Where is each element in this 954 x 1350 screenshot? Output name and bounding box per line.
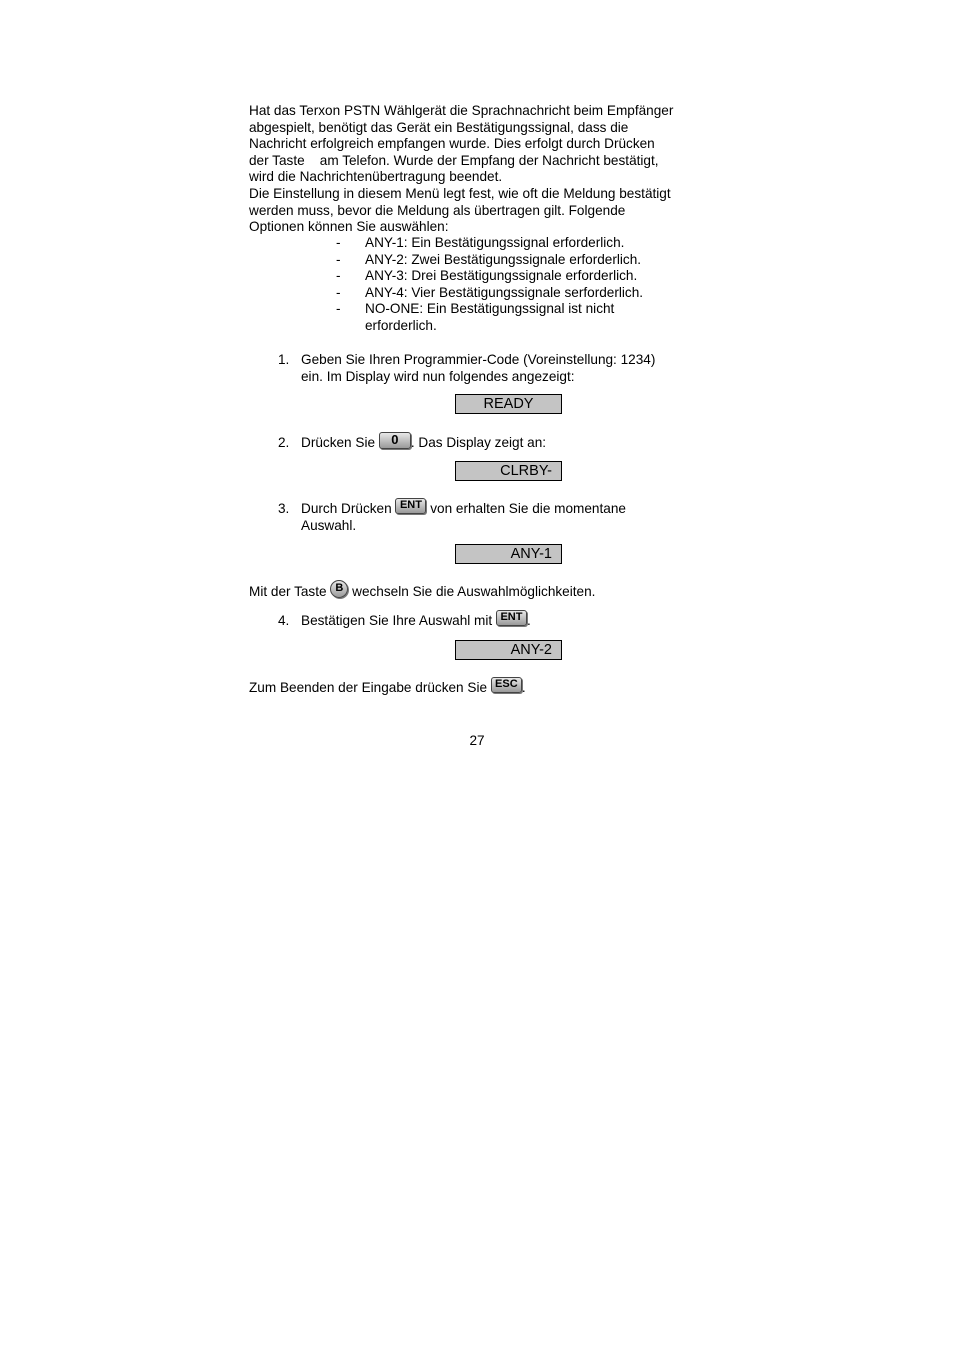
step-body bbox=[301, 352, 655, 385]
intro-line: der Taste am Telefon. Wurde der Empfang der Nachricht bestätigt, bbox=[249, 152, 659, 168]
option-text: ANY-2: Zwei Bestätigungssignale erforderlich. bbox=[365, 251, 642, 267]
page-number: 27 bbox=[469, 733, 485, 748]
step-number: 2. bbox=[278, 435, 290, 450]
intro-line: Optionen können Sie auswählen: bbox=[249, 219, 449, 235]
step-number: 1. bbox=[278, 352, 290, 367]
intro-line: Hat das Terxon PSTN Wählgerät die Sprachnachricht beim Empfänger bbox=[249, 103, 674, 118]
esc-key-icon: ESC bbox=[491, 677, 522, 693]
step-number: 3. bbox=[278, 501, 290, 516]
step-text: Bestätigen Sie Ihre Auswahl mit bbox=[301, 613, 496, 628]
option-text: ANY-3: Drei Bestätigungssignale erforderlich. bbox=[365, 268, 638, 284]
para-text: wechseln Sie die Auswahlmöglichkeiten. bbox=[348, 584, 596, 599]
step-text: Auswahl. bbox=[301, 517, 357, 533]
b-key-icon: B bbox=[330, 580, 348, 598]
ent-key-icon: ENT bbox=[496, 610, 527, 626]
step-text: Durch Drücken bbox=[301, 501, 396, 516]
step-body bbox=[301, 501, 626, 534]
para-text: Mit der Taste bbox=[249, 584, 331, 599]
step-text: Drücken Sie bbox=[301, 435, 379, 450]
bullet-dash: - bbox=[336, 284, 341, 300]
step-text: ein. Im Display wird nun folgendes angezeigt: bbox=[301, 368, 575, 384]
step-text: Geben Sie Ihren Programmier-Code (Voreinstellung: 1234) bbox=[301, 352, 656, 367]
para-text: Zum Beenden der Eingabe drücken Sie bbox=[249, 680, 491, 695]
para-text: . bbox=[521, 680, 526, 695]
intro-paragraph bbox=[249, 103, 673, 236]
bullet-dash: - bbox=[336, 268, 341, 284]
option-text: NO-ONE: Ein Bestätigungssignal ist nicht bbox=[365, 301, 615, 317]
bullet-dash: - bbox=[336, 235, 341, 250]
key-0-icon: 0 bbox=[379, 432, 411, 449]
bullet-dash: - bbox=[336, 251, 341, 267]
lcd-display: CLRBY- bbox=[455, 461, 562, 481]
option-text: ANY-1: Ein Bestätigungssignal erforderlich. bbox=[365, 235, 625, 250]
step-text: . bbox=[526, 613, 531, 628]
intro-line: werden muss, bevor die Meldung als übertragen gilt. Folgende bbox=[249, 202, 626, 218]
toggle-paragraph bbox=[249, 584, 595, 602]
lcd-display: READY bbox=[455, 394, 562, 414]
bullet-dash: - bbox=[336, 301, 341, 317]
step-number: 4. bbox=[278, 613, 290, 628]
intro-line: Nachricht erfolgreich empfangen wurde. Dies erfolgt durch Drücken bbox=[249, 136, 655, 152]
step-body bbox=[301, 613, 531, 630]
intro-line: Die Einstellung in diesem Menü legt fest, wie oft die Meldung bestätigt bbox=[249, 185, 671, 201]
step-text: von erhalten Sie die momentane bbox=[426, 501, 626, 516]
step-text: . Das Display zeigt an: bbox=[410, 435, 547, 450]
option-text: erforderlich. bbox=[365, 317, 437, 333]
intro-line: wird die Nachrichtenübertragung beendet. bbox=[249, 169, 503, 185]
ent-key-icon: ENT bbox=[395, 498, 426, 514]
option-text: ANY-4: Vier Bestätigungssignale serforderlich. bbox=[365, 284, 644, 300]
exit-paragraph bbox=[249, 680, 526, 697]
lcd-display: ANY-2 bbox=[455, 640, 562, 660]
intro-line: abgespielt, benötigt das Gerät ein Bestätigungssignal, dass die bbox=[249, 119, 629, 135]
lcd-display: ANY-1 bbox=[455, 544, 562, 564]
step-body bbox=[301, 432, 547, 452]
